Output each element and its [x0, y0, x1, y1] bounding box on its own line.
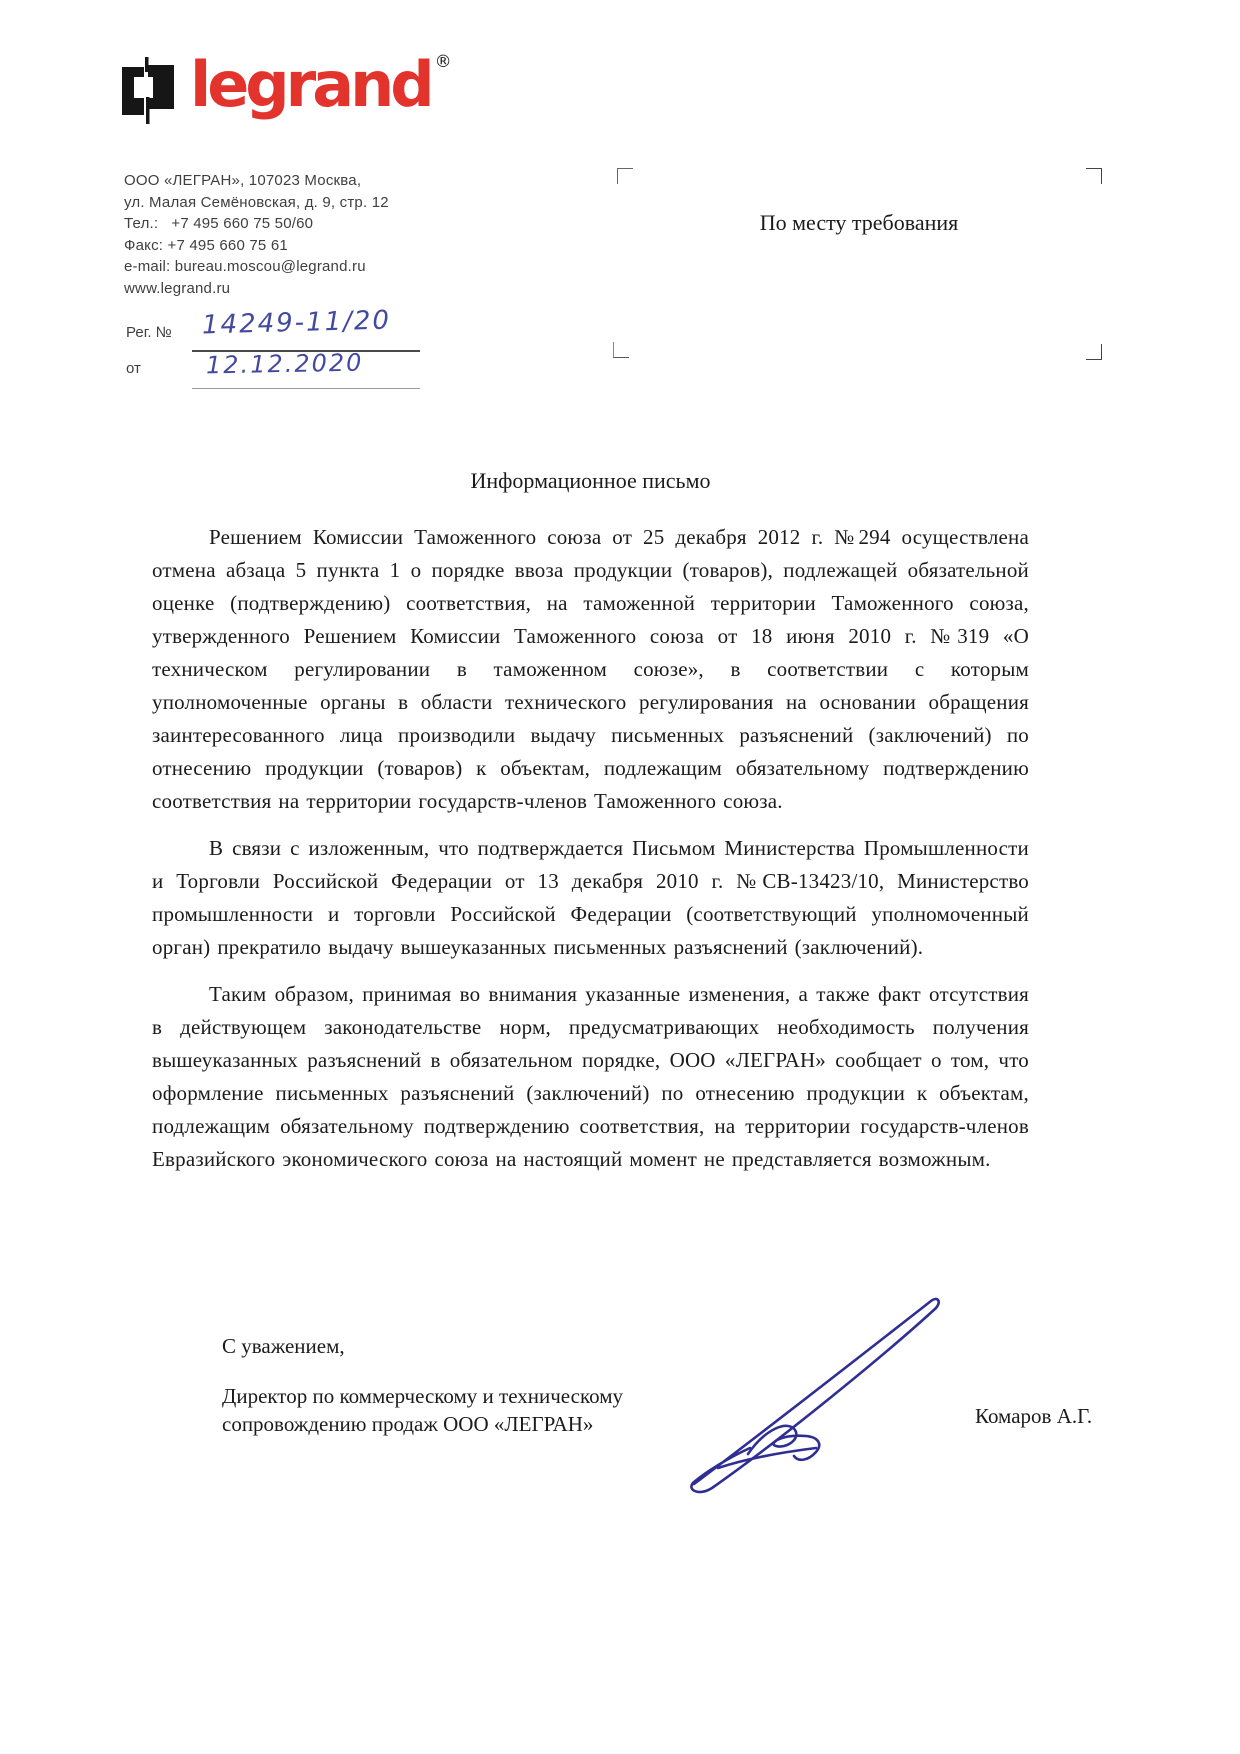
- contact-line-fax: Факс: +7 495 660 75 61: [124, 236, 288, 254]
- paragraph-3: Таким образом, принимая во внимания указанные изменения, а также факт отсутствия в действующем законодательстве норм, предусматривающих необходимость получения вышеуказанных разъяснений в обязательном порядке, ООО «ЛЕГРАН» сообщает о том, что оформление письменных разъяснений (заключений) по отнесению продукции к объектам, подлежащим обязательному подтверждению соответствия, на территории государств-членов Евразийского экономического союза на настоящий момент не представляется возможным.: [152, 982, 1029, 1171]
- letter-title: Информационное письмо: [470, 468, 711, 493]
- reg-number-value-handwritten: 14249-11/20: [201, 305, 392, 341]
- signer-position-line-2: сопровождению продаж ООО «ЛЕГРАН»: [222, 1412, 594, 1436]
- letter-body: [152, 521, 1029, 1190]
- corner-mark-bottom-right-icon: [1086, 344, 1102, 360]
- corner-mark-bottom-left-icon: [613, 342, 629, 358]
- trademark-symbol: ®: [434, 52, 452, 72]
- signer-name: Комаров А.Г.: [975, 1404, 1093, 1428]
- reg-number-label: Рег. №: [126, 324, 172, 341]
- paragraph-1: Решением Комиссии Таможенного союза от 25 декабря 2012 г. №294 осуществлена отмена абзаца 5 пункта 1 о порядке ввоза продукции (товаров), подлежащей обязательной оценке (подтверждению) соответствия, на таможенной территории Таможенного союза, утвержденного Решением Комиссии Таможенного союза от 18 июня 2010 г. №319 «О техническом регулировании в таможенном союзе», в соответствии с которым уполномоченные органы в области технического регулирования на основании обращения заинтересованного лица производили выдачу письменных разъяснений (заключений) по отнесению продукции (товаров) к объектам, подлежащим обязательному подтверждению соответствия на территории государств-членов Таможенного союза.: [152, 525, 1029, 813]
- logo-wordmark: legrand: [190, 48, 431, 121]
- date-underline: [192, 388, 420, 389]
- paragraph-2: В связи с изложенным, что подтверждается Письмом Министерства Промышленности и Торговли Российской Федерации от 13 декабря 2010 г. №СВ-13423/10, Министерство промышленности и торговли Российской Федерации (соответствующий уполномоченный орган) прекратило выдачу вышеуказанных письменных разъяснений (заключений).: [152, 836, 1029, 959]
- legrand-logo-icon: [122, 56, 174, 126]
- contact-line-phone: Тел.: +7 495 660 75 50/60: [124, 215, 314, 232]
- closing-salutation: С уважением,: [222, 1334, 345, 1358]
- contact-info: [124, 170, 389, 299]
- date-label: от: [126, 360, 141, 377]
- corner-mark-top-right-icon: [1086, 168, 1102, 184]
- recipient-text: По месту требования: [759, 210, 959, 235]
- corner-mark-top-left-icon: [617, 168, 633, 184]
- contact-line-email: e-mail: bureau.moscou@legrand.ru: [124, 258, 366, 275]
- date-value-handwritten: 12.12.2020: [205, 348, 364, 380]
- contact-line-company: ООО «ЛЕГРАН», 107023 Москва,: [124, 172, 362, 189]
- contact-line-website: www.legrand.ru: [124, 279, 231, 297]
- letterhead-logo: [122, 48, 452, 126]
- contact-line-address: ул. Малая Семёновская, д. 9, стр. 12: [124, 193, 389, 211]
- signature-handwriting-icon: [648, 1286, 960, 1502]
- signer-position: [222, 1382, 623, 1438]
- signer-position-line-1: Директор по коммерческому и техническому: [222, 1384, 623, 1408]
